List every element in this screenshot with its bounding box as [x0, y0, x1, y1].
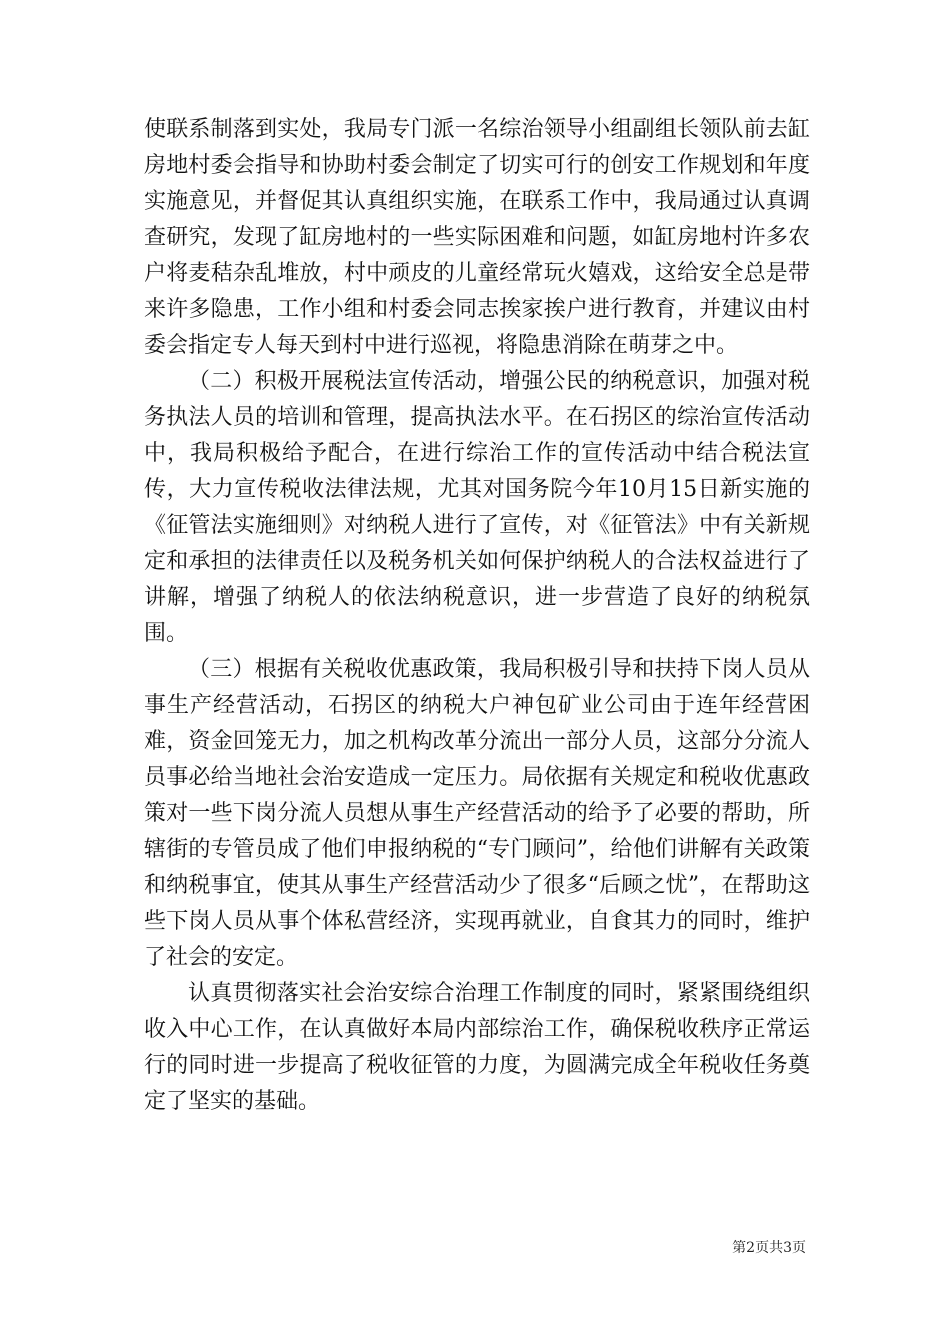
paragraph-2: （二）积极开展税法宣传活动，增强公民的纳税意识，加强对税务执法人员的培训和管理，提高执法水平。在石拐区的综治宣传活动中，我局积极给予配合，在进行综治工作的宣传活动中结合税法宣传，大力宣传税收法律法规，尤其对国务院今年10月15日新实施的《征管法实施细则》对纳税人进行了宣传，对《征管法》中有关新规定和承担的法律责任以及税务机关如何保护纳税人的合法权益进行了讲解，增强了纳税人的依法纳税意识，进一步营造了良好的纳税氛围。	[144, 369, 810, 646]
paragraph-3: （三）根据有关税收优惠政策，我局积极引导和扶持下岗人员从事生产经营活动，石拐区的纳税大户神包矿业公司由于连年经营困难，资金回笼无力，加之机构改革分流出一部分人员，这部分分流人员事必给当地社会治安造成一定压力。局依据有关规定和税收优惠政策对一些下岗分流人员想从事生产经营活动的给予了必要的帮助，所辖街的专管员成了他们申报纳税的“专门顾问”，给他们讲解有关政策和纳税事宜，使其从事生产经营活动少了很多“后顾之忧”，在帮助这些下岗人员从事个体私营经济，实现再就业，自食其力的同时，维护了社会的安定。	[144, 657, 810, 970]
document-body	[144, 112, 810, 1120]
paragraph-1: 使联系制落到实处，我局专门派一名综治领导小组副组长领队前去缸房地村委会指导和协助村委会制定了切实可行的创安工作规划和年度实施意见，并督促其认真组织实施，在联系工作中，我局通过认真调查研究，发现了缸房地村的一些实际困难和问题，如缸房地村许多农户将麦秸杂乱堆放，村中顽皮的儿童经常玩火嬉戏，这给安全总是带来许多隐患，工作小组和村委会同志挨家挨户进行教育，并建议由村委会指定专人每天到村中进行巡视，将隐患消除在萌芽之中。	[144, 117, 810, 358]
paragraph-4: 认真贯彻落实社会治安综合治理工作制度的同时，紧紧围绕组织收入中心工作，在认真做好本局内部综治工作，确保税收秩序正常运行的同时进一步提高了税收征管的力度，为圆满完成全年税收任务奠定了坚实的基础。	[144, 981, 810, 1114]
page-number: 第2页共3页	[732, 1240, 806, 1256]
